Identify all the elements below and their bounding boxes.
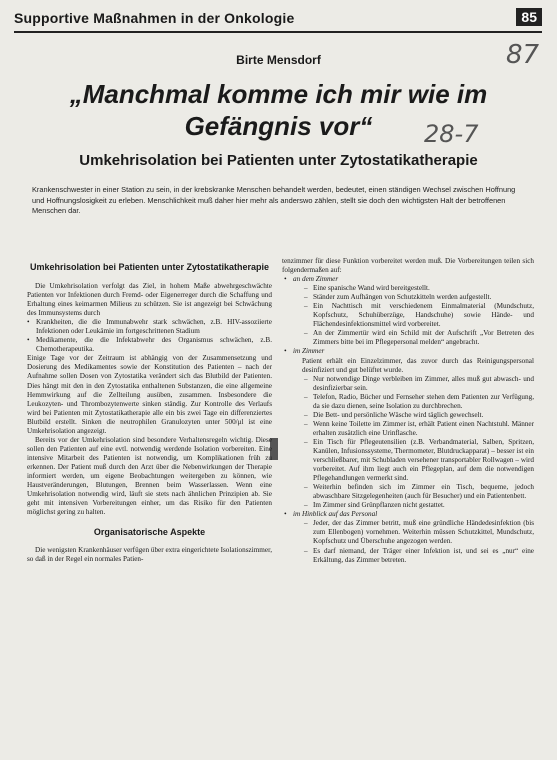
page-header: [14, 7, 542, 33]
list-item: – Nur notwendige Dinge verbleiben im Zimmer, alles muß gut abwasch- und desinfizierbar sein.: [302, 375, 534, 393]
left-column: [27, 262, 272, 564]
paragraph: Einige Tage vor der Zeitraum ist abhängig von der Zusammensetzung und Dosierung des Medikamentes sowie der Konstitution des Patienten – nach der Aufnahme sollen Dosen von Zytostatika verändert sich das Blutbild der Patienten. Dies hängt mit den in den Zytostatika enthaltenen Substanzen, die eine allgemeine Hemmwirkung auf die Zellteilung ausüben, zusammen. Insbesondere die Leukozyten- und Thrombozytenwerte sinken ständig. Zur Kontrolle des Verlaufs wird bei Patienten mit Zytostatikatherapie alle ein bis zwei Tage ein differenziertes Blutbild erstellt. Sinken die neutrophilen Granulozyten unter 500/μl ist eine Umkehrisolation angezeigt.: [27, 354, 272, 435]
list-group-label: • im Zimmer: [282, 347, 534, 356]
running-head: Supportive Maßnahmen in der Onkologie: [14, 10, 295, 26]
right-column: [282, 257, 534, 565]
list-item: • Krankheiten, die die Immunabwehr stark schwächen, z.B. HIV-assoziierte Infektionen oder Leukämie im fortgeschrittenen Stadium: [27, 318, 272, 336]
list-item: • Medikamente, die die Infektabwehr des Organismus schwächen, z.B. Chemotherapeutika.: [27, 336, 272, 354]
list-item: – Weiterhin befinden sich im Zimmer ein Tisch, bequeme, jedoch abwaschbare Sitzgelegenheiten (auch für Besucher) und ein Patientenbett.: [302, 483, 534, 501]
list-item: – An der Zimmertür wird ein Schild mit der Aufschrift „Vor Betreten des Zimmers bitte bei im Pflegepersonal melden“ angebracht.: [302, 329, 534, 347]
article-subtitle: Umkehrisolation bei Patienten unter Zytostatikatherapie: [79, 152, 478, 169]
handwritten-note-title: 28-7: [424, 120, 479, 148]
article-intro: Krankenschwester in einer Station zu sein, in der krebskranke Menschen behandelt werden, bedeutet, einen ständigen Wechsel zwischen Hoffnung und Hoffnungslosigkeit zu erleben. Menschlichkeit muß daher hier mehr als anderswo zählen, stellt sie doch den wichtigsten Halt der betroffenen Menschen dar.: [32, 185, 516, 215]
list-group-label: • an dem Zimmer: [282, 275, 534, 284]
list-item: – Telefon, Radio, Bücher und Fernseher stehen dem Patienten zur Verfügung, da sie dazu dienen, seine Isolation zu durchbrechen.: [302, 393, 534, 411]
list-item: – Es darf niemand, der Träger einer Infektion ist, und sei es „nur“ eine Erkältung, das Zimmer betreten.: [302, 547, 534, 565]
list-item: – Ständer zum Aufhängen von Schutzkitteln werden aufgestellt.: [302, 293, 534, 302]
title-line-2: Gefängnis vor“: [184, 111, 373, 141]
article-title: [0, 78, 557, 142]
title-line-1: „Manchmal komme ich mir wie im: [69, 79, 488, 109]
article-author: Birte Mensdorf: [236, 53, 321, 67]
section-heading: Umkehrisolation bei Patienten unter Zytostatikatherapie: [29, 262, 270, 272]
list-item: – Ein Nachttisch mit verschiedenem Einmalmaterial (Mundschutz, Kopfschutz, Schuhüberzüge, Handschuhe) sowie Hände- und Flächendesinfektionsmittel wird vorbereitet.: [302, 302, 534, 329]
list-item: – Wenn keine Toilette im Zimmer ist, erhält Patient einen Nachtstuhl. Männer erhalten zusätzlich eine Urinflasche.: [302, 420, 534, 438]
list-item: – Jeder, der das Zimmer betritt, muß eine gründliche Händedesinfektion (bis zum Ellenbogen) vornehmen. Weiterhin müssen Schutzkittel, Mundschutz, Kopfschutz und Überschuhe angezogen werden.: [302, 519, 534, 546]
paragraph: Bereits vor der Umkehrisolation sind besondere Verhaltensregeln wichtig. Diese sollen den Patienten auf eine evtl. notwendig werdende Isolation vorbereiten. Eine intensive Mitarbeit des Patienten ist notwendig, um Komplikationen früh zu erkennen. Der Patient muß durch den Arzt über die Nebenwirkungen der Therapie informiert werden, um eigene Beobachtungen weitergeben zu können, wie Haustveränderungen, Blutungen, Brennen beim Wasserlassen. Wenn eine Umkehrisolation notwendig wird, läuft sie stets nach ähnlichen Prinzipien ab. Sie geht mit intensiven Vorbereitungen einher, um das Risiko für den Patienten möglichst gering zu halten.: [27, 435, 272, 517]
list-item: – Ein Tisch für Pflegeutensilien (z.B. Verbandmaterial, Salben, Spritzen, Kanülen, Infusionssysteme, Thermometer, Blutdruckapparat) – besser ist ein verschließbarer, mit Schubladen versehener transportabler Rollwagen – wird vorbereitet. Auf ihm liegt auch ein Pflegeplan, auf dem die notwendigen Pflegehandlungen vermerkt sind.: [302, 438, 534, 483]
list-group-label: • im Hinblick auf das Personal: [282, 510, 534, 519]
handwritten-note-top: 87: [506, 40, 540, 70]
paragraph: tenzimmer für diese Funktion vorbereitet werden muß. Die Vorbereitungen teilen sich folgendermaßen auf:: [282, 257, 534, 275]
list-item: – Eine spanische Wand wird bereitgestellt.: [302, 284, 534, 293]
section-heading: Organisatorische Aspekte: [93, 527, 206, 538]
paragraph: Die Umkehrisolation verfolgt das Ziel, in hohem Maße abwehrgeschwächte Patienten vor Infektionen durch Fremd- oder Eigenerreger durch die Schaffung und Erhaltung eines keimarmen Milieus zu schützen. Sie ist angezeigt bei Schwächung des Immunsystems durch: [27, 282, 272, 318]
paragraph: Patient erhält ein Einzelzimmer, das zuvor durch das Reinigungspersonal desinfiziert und gut belüftet wurde.: [302, 356, 534, 374]
list-item: – Die Bett- und persönliche Wäsche wird täglich gewechselt.: [302, 411, 534, 420]
list-item: – Im Zimmer sind Grünpflanzen nicht gestattet.: [302, 501, 534, 510]
paragraph: Die wenigsten Krankenhäuser verfügen über extra eingerichtete Isolationszimmer, so daß in der Regel ein normales Patien-: [27, 546, 272, 564]
page-number: 85: [516, 8, 542, 26]
